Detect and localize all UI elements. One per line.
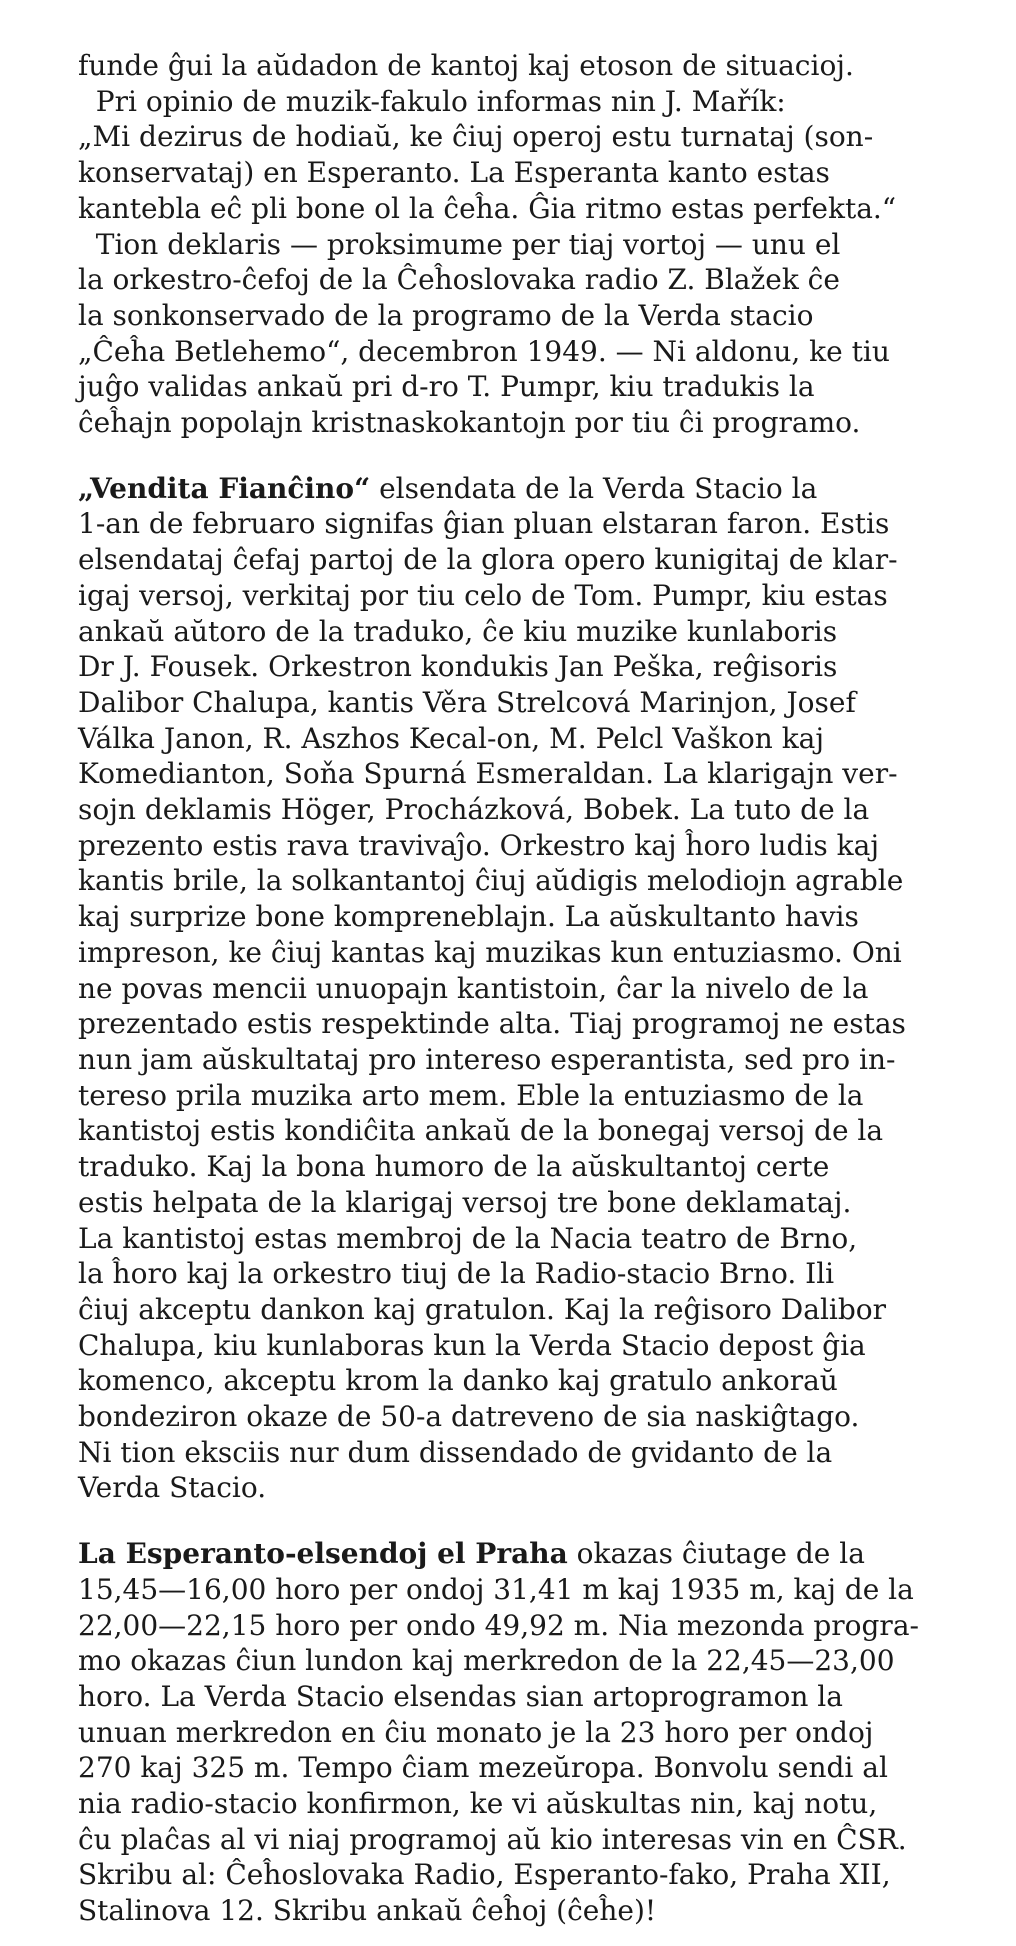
- text-run: Chalupa, kiu kunlaboras kun la Verda Stacio depost ĝia: [78, 1328, 866, 1362]
- text-line: [78, 1572, 1016, 1608]
- paragraph: [78, 471, 1016, 1506]
- document-page: [78, 48, 1016, 1929]
- text-run: prezento estis rava travivaĵo. Orkestro kaj ĥoro ludis kaj: [78, 828, 880, 862]
- text-run: ĉeĥajn popolajn kristnaskokantojn por tiu ĉi programo.: [78, 406, 861, 440]
- bold-heading-run: „Vendita Fianĉino“: [78, 471, 371, 505]
- text-line: [78, 1608, 1016, 1644]
- text-run: bondeziron okaze de 50-a datreveno de sia naskiĝtago.: [78, 1400, 860, 1434]
- text-line: [78, 506, 1016, 542]
- text-line: [78, 685, 1016, 721]
- text-run: la sonkonservado de la programo de la Verda stacio: [78, 298, 814, 332]
- text-run: kantis brile, la solkantantoj ĉiuj aŭdigis melodiojn agrable: [78, 864, 904, 898]
- text-line: [78, 227, 1016, 263]
- text-line: [78, 369, 1016, 405]
- text-run: mo okazas ĉiun lundon kaj merkredon de la 22,45—23,00: [78, 1644, 895, 1678]
- text-run: ĉu plaĉas al vi niaj programoj aŭ kio interesas vin en ĈSR.: [78, 1822, 907, 1856]
- text-run: Válka Janon, R. Aszhos Kecal-on, M. Pelcl Vaškon kaj: [78, 721, 825, 755]
- text-run: „Ĉeĥa Betlehemo“, decembron 1949. — Ni aldonu, ke tiu: [78, 334, 890, 368]
- text-line: [78, 578, 1016, 614]
- text-line: [78, 1750, 1016, 1786]
- text-run: elsendata de la Verda Stacio la: [370, 471, 818, 505]
- text-line: [78, 1006, 1016, 1042]
- text-run: kantistoj estis kondiĉita ankaŭ de la bonegaj versoj de la: [78, 1114, 884, 1148]
- text-run: impreson, ke ĉiuj kantas kaj muzikas kun entuziasmo. Oni: [78, 935, 902, 969]
- text-run: horo. La Verda Stacio elsendas sian artoprogramon la: [78, 1679, 843, 1713]
- text-run: konservataj) en Esperanto. La Esperanta kanto estas: [78, 156, 830, 190]
- text-run: prezentado estis respektinde alta. Tiaj programoj ne estas: [78, 1007, 906, 1041]
- text-run: unuan merkredon en ĉiu monato je la 23 horo per ondoj: [78, 1715, 874, 1749]
- text-run: okazas ĉiutage de la: [567, 1537, 865, 1571]
- text-run: Ni tion eksciis nur dum dissendado de gvidanto de la: [78, 1435, 833, 1469]
- text-line: [78, 721, 1016, 757]
- text-run: Dr J. Fousek. Orkestron kondukis Jan Peška, reĝisoris: [78, 650, 838, 684]
- text-line: [78, 1679, 1016, 1715]
- text-line: [78, 1470, 1016, 1506]
- text-run: 270 kaj 325 m. Tempo ĉiam mezeŭropa. Bonvolu sendi al: [78, 1751, 888, 1785]
- text-run: estis helpata de la klarigaj versoj tre bone deklamataj.: [78, 1185, 852, 1219]
- text-line: [78, 792, 1016, 828]
- text-run: Skribu al: Ĉeĥoslovaka Radio, Esperanto-fako, Praha XII,: [78, 1858, 891, 1892]
- text-run: kantebla eĉ pli bone ol la ĉeĥa. Ĝia ritmo estas perfekta.“: [78, 191, 897, 225]
- text-line: [78, 649, 1016, 685]
- text-line: [78, 1363, 1016, 1399]
- text-run: Stalinova 12. Skribu ankaŭ ĉeĥoj (ĉeĥe)!: [78, 1894, 657, 1928]
- text-line: [78, 191, 1016, 227]
- text-line: [78, 1822, 1016, 1858]
- text-line: [78, 1536, 1016, 1572]
- text-line: [78, 1399, 1016, 1435]
- text-run: elsendataj ĉefaj partoj de la glora opero kunigitaj de klar-: [78, 543, 898, 577]
- text-line: [78, 1893, 1016, 1929]
- text-run: nun jam aŭskultataj pro intereso esperantista, sed pro in-: [78, 1042, 896, 1076]
- text-run: Dalibor Chalupa, kantis Věra Strelcová Marinjon, Josef: [78, 685, 856, 719]
- text-line: [78, 84, 1016, 120]
- text-line: [78, 863, 1016, 899]
- text-line: [78, 262, 1016, 298]
- paragraph: [78, 48, 1016, 441]
- text-run: la orkestro-ĉefoj de la Ĉeĥoslovaka radio Z. Blažek ĉe: [78, 263, 840, 297]
- text-run: komenco, akceptu krom la danko kaj gratulo ankoraŭ: [78, 1364, 838, 1398]
- text-line: [78, 1857, 1016, 1893]
- text-line: [78, 1715, 1016, 1751]
- text-line: [78, 155, 1016, 191]
- text-line: [78, 756, 1016, 792]
- text-run: Verda Stacio.: [78, 1471, 267, 1505]
- text-run: juĝo validas ankaŭ pri d-ro T. Pumpr, kiu tradukis la: [78, 370, 815, 404]
- text-run: ne povas mencii unuopajn kantistoin, ĉar la nivelo de la: [78, 971, 869, 1005]
- text-line: [78, 1185, 1016, 1221]
- text-run: traduko. Kaj la bona humoro de la aŭskultantoj certe: [78, 1150, 830, 1184]
- text-run: ankaŭ aŭtoro de la traduko, ĉe kiu muzike kunlaboris: [78, 614, 838, 648]
- text-line: [78, 1435, 1016, 1471]
- text-run: Komedianton, Soňa Spurná Esmeraldan. La klarigajn ver-: [78, 757, 898, 791]
- text-line: [78, 828, 1016, 864]
- text-line: [78, 971, 1016, 1007]
- text-line: [78, 614, 1016, 650]
- text-run: igaj versoj, verkitaj por tiu celo de Tom. Pumpr, kiu estas: [78, 578, 888, 612]
- text-line: [78, 405, 1016, 441]
- text-line: [78, 1113, 1016, 1149]
- text-run: nia radio-stacio konfirmon, ke vi aŭskultas nin, kaj notu,: [78, 1787, 878, 1821]
- text-line: [78, 1042, 1016, 1078]
- text-line: [78, 1292, 1016, 1328]
- text-run: 1-an de februaro signifas ĝian pluan elstaran faron. Estis: [78, 507, 890, 541]
- text-line: [78, 935, 1016, 971]
- text-run: Tion deklaris — proksimume per tiaj vortoj — unu el: [78, 227, 841, 261]
- text-line: [78, 119, 1016, 155]
- text-run: la ĥoro kaj la orkestro tiuj de la Radio-stacio Brno. Ili: [78, 1257, 835, 1291]
- text-run: La kantistoj estas membroj de la Nacia teatro de Brno,: [78, 1221, 858, 1255]
- text-line: [78, 1221, 1016, 1257]
- text-run: kaj surprize bone kompreneblajn. La aŭskultanto havis: [78, 900, 859, 934]
- text-run: tereso prila muzika arto mem. Eble la entuziasmo de la: [78, 1078, 864, 1112]
- text-run: 22,00—22,15 horo per ondo 49,92 m. Nia mezonda progra-: [78, 1608, 919, 1642]
- text-line: [78, 1256, 1016, 1292]
- text-line: [78, 1328, 1016, 1364]
- text-run: funde ĝui la aŭdadon de kantoj kaj etoson de situacioj.: [78, 49, 854, 82]
- text-run: 15,45—16,00 horo per ondoj 31,41 m kaj 1935 m, kaj de la: [78, 1572, 914, 1606]
- text-line: [78, 899, 1016, 935]
- text-line: [78, 542, 1016, 578]
- text-line: [78, 1149, 1016, 1185]
- text-run: ĉiuj akceptu dankon kaj gratulon. Kaj la reĝisoro Dalibor: [78, 1292, 887, 1326]
- paragraph: [78, 1536, 1016, 1929]
- bold-heading-run: La Esperanto-elsendoj el Praha: [78, 1537, 568, 1571]
- text-run: „Mi dezirus de hodiaŭ, ke ĉiuj operoj estu turnataj (son-: [78, 120, 874, 154]
- text-line: [78, 1078, 1016, 1114]
- text-run: sojn deklamis Höger, Procházková, Bobek. La tuto de la: [78, 793, 870, 827]
- text-line: [78, 48, 1016, 84]
- text-line: [78, 471, 1016, 507]
- text-line: [78, 1786, 1016, 1822]
- text-run: Pri opinio de muzik-fakulo informas nin J. Mařík:: [78, 84, 786, 118]
- text-line: [78, 298, 1016, 334]
- text-line: [78, 1643, 1016, 1679]
- text-line: [78, 334, 1016, 370]
